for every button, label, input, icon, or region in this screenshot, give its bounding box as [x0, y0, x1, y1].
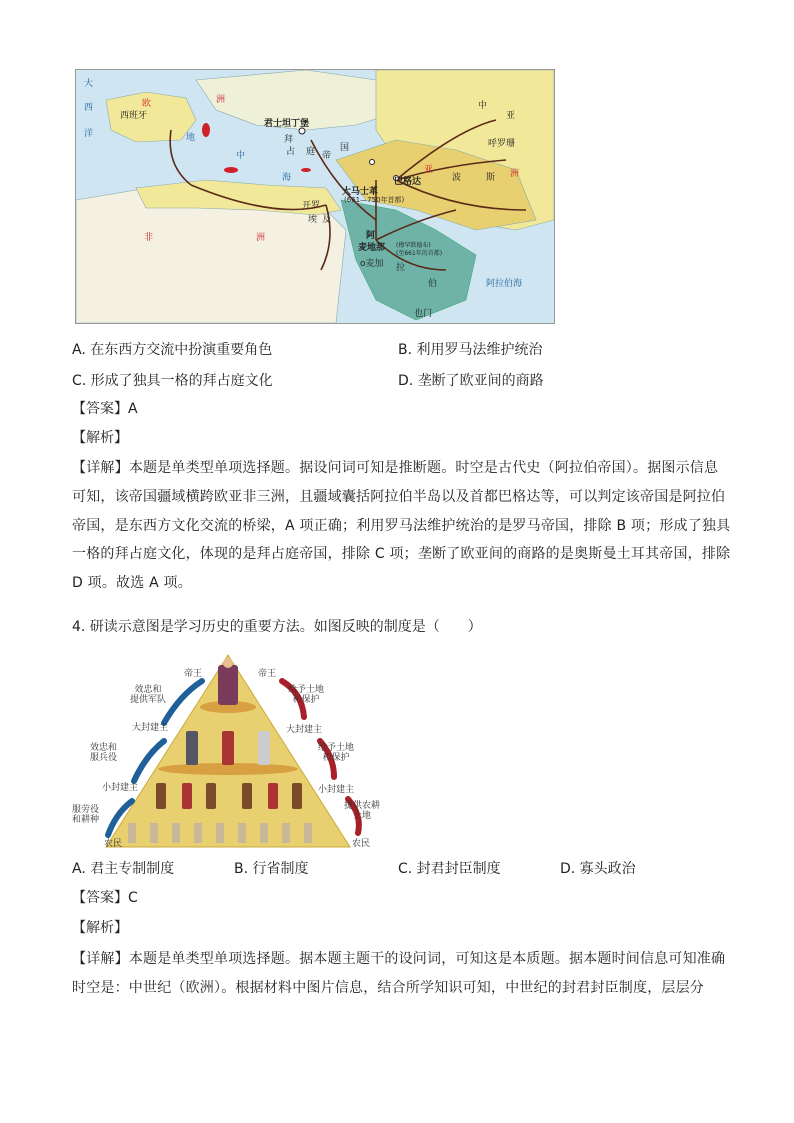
detail-paragraph: [72, 454, 732, 598]
analysis-label: 解析: [86, 920, 114, 936]
map-label-hai: 海: [282, 173, 292, 183]
pyramid-label-left-peasant: 农民: [104, 839, 123, 849]
map-label-medina-note: (穆罕默德布): [396, 242, 431, 249]
map-label-africa: 非: [144, 233, 154, 243]
option-a: A. 君主专制制度: [72, 861, 175, 877]
pyramid-label-right-king: 帝王: [258, 669, 277, 679]
answer-value: C: [128, 890, 138, 906]
map-label-medina: 麦地那: [358, 243, 386, 253]
pyramid-label-left-lord: 大封建主: [132, 723, 169, 733]
detail-text: 本题是单类型单项选择题。据本题主题干的设问词，可知这是本质题。据本题时间信息可知准确: [128, 951, 726, 967]
answer-line: [72, 887, 138, 909]
bracket: 】: [114, 430, 128, 446]
bracket: 】: [114, 890, 128, 906]
detail-line: [72, 945, 732, 974]
bracket: 】: [114, 951, 129, 967]
answer-label: 答案: [86, 890, 114, 906]
map-label-arabia: 拉: [396, 263, 406, 273]
bracket: 】: [114, 920, 128, 936]
map-label-byzantine: 帝: [322, 151, 332, 161]
map-label-baghdad: 巴格达: [394, 177, 422, 187]
map-label-byzantine: 拜: [284, 135, 294, 145]
map-label-egypt: 埃: [308, 215, 318, 225]
arab-empire-map: [75, 69, 555, 324]
map-label-yemen: 也门: [414, 309, 433, 319]
pyramid-label-left-3: 效忠和 服兵役: [90, 743, 118, 763]
option-a: A. 在东西方交流中扮演重要角色: [72, 342, 273, 358]
map-label-persia: 斯: [486, 173, 496, 183]
map-label-asia: 亚: [424, 165, 434, 175]
map-label-di: 地: [186, 133, 196, 143]
detail-line: 时空是：中世纪（欧洲）。根据材料中图片信息，结合所学知识可知，中世纪的封君封臣制度，层层分: [72, 979, 704, 996]
map-label-europe: 欧: [142, 99, 152, 109]
map-label-persia: 波: [452, 173, 462, 183]
map-label-arabia: 伯: [428, 279, 438, 289]
map-label-damascus: 大马士革: [342, 187, 379, 197]
detail-line: 帝国，是东西方文化交流的桥梁，A 项正确；利用罗马法维护统治的是罗马帝国，排除 B 项；形成了独具: [72, 517, 731, 534]
map-label-cairo: 开罗: [302, 201, 321, 211]
pyramid-label-right-3: 给予土地 和保护: [318, 743, 355, 763]
pyramid-label-right-peasant: 农民: [352, 839, 371, 849]
map-label-central-asia: 中: [478, 101, 488, 111]
map-label-byzantine: 占: [286, 147, 296, 157]
map-label-spain: 西班牙: [120, 111, 148, 121]
bracket: 【: [72, 890, 86, 906]
map-label-mecca: o麦加: [360, 259, 384, 269]
question-4-stem: 4. 研读示意图是学习历史的重要方法。如图反映的制度是（ ）: [72, 619, 482, 635]
pyramid-label-right-vassal: 小封建主: [318, 785, 355, 795]
option-d: D. 寡头政治: [560, 861, 636, 877]
bracket: 】: [114, 460, 129, 476]
bracket: 【: [72, 460, 87, 476]
detail-label: 详解: [86, 460, 115, 476]
map-label-zhou: 洲: [216, 95, 226, 105]
map-label-atlantic: 洋: [84, 129, 94, 139]
map-label-zhong: 中: [236, 151, 246, 161]
answer-line: [72, 398, 138, 420]
map-label-khorasan: 呼罗珊: [488, 139, 516, 149]
pyramid-label-left-vassal: 小封建主: [102, 783, 139, 793]
option-d: D. 垄断了欧亚间的商路: [398, 373, 544, 389]
detail-line: [72, 454, 732, 483]
bracket: 【: [72, 430, 86, 446]
detail-paragraph: [72, 945, 732, 1003]
detail-label: 详解: [86, 951, 115, 967]
pyramid-label-left-king: 帝王: [184, 669, 203, 679]
map-label-byzantine: 庭: [306, 147, 316, 157]
bracket: 【: [72, 951, 87, 967]
map-label-byzantine: 国: [340, 143, 350, 153]
pyramid-label-right-lord: 大封建主: [286, 725, 323, 735]
bracket: 【: [72, 920, 86, 936]
detail-line: D 项。故选 A 项。: [72, 575, 192, 592]
map-label-zhou: 洲: [510, 169, 520, 179]
answer-value: A: [128, 401, 138, 417]
detail-line: 可知，该帝国疆域横跨欧亚非三洲，且疆域囊括阿拉伯半岛以及首都巴格达等，可以判定该帝国是阿拉伯: [72, 488, 726, 505]
map-label-atlantic: 大: [84, 79, 94, 89]
option-c: C. 形成了独具一格的拜占庭文化: [72, 373, 273, 389]
option-c: C. 封君封臣制度: [398, 861, 501, 877]
map-label-atlantic: 西: [84, 103, 94, 113]
pyramid-label-right-1: 给予土地 和保护: [288, 685, 325, 705]
map-label-egypt: 及: [322, 215, 332, 225]
feudal-pyramid-diagram: [72, 651, 384, 849]
map-label-arabian-sea: 阿拉伯海: [486, 279, 523, 289]
bracket: 】: [114, 401, 128, 417]
analysis-heading: [72, 427, 128, 449]
detail-text: 本题是单类型单项选择题。据设问词可知是推断题。时空是古代史（阿拉伯帝国）。据图示信息: [128, 460, 719, 476]
option-b: B. 行省制度: [234, 861, 309, 877]
pyramid-label-left-1: 效忠和 提供军队: [130, 685, 167, 705]
map-label-africa: 洲: [256, 233, 266, 243]
map-label-arabia: 阿: [366, 231, 376, 241]
analysis-label: 解析: [86, 430, 114, 446]
pyramid-label-left-5: 服劳役 和耕种: [72, 805, 100, 825]
answer-label: 答案: [86, 401, 114, 417]
pyramid-label-right-5: 提供农耕 土地: [344, 801, 381, 821]
option-b: B. 利用罗马法维护统治: [398, 342, 543, 358]
detail-line: 一格的拜占庭文化，体现的是拜占庭帝国，排除 C 项；垄断了欧亚间的商路的是奥斯曼土耳其帝国，排除: [72, 546, 731, 563]
map-label-central-asia: 亚: [506, 111, 516, 121]
map-label-damascus-note: (661—750年首都): [344, 196, 405, 204]
map-label-medina-note: (至661年的首都): [396, 250, 443, 257]
bracket: 【: [72, 401, 86, 417]
analysis-heading: [72, 917, 128, 939]
map-label-constantinople: 君士坦丁堡: [264, 119, 310, 129]
